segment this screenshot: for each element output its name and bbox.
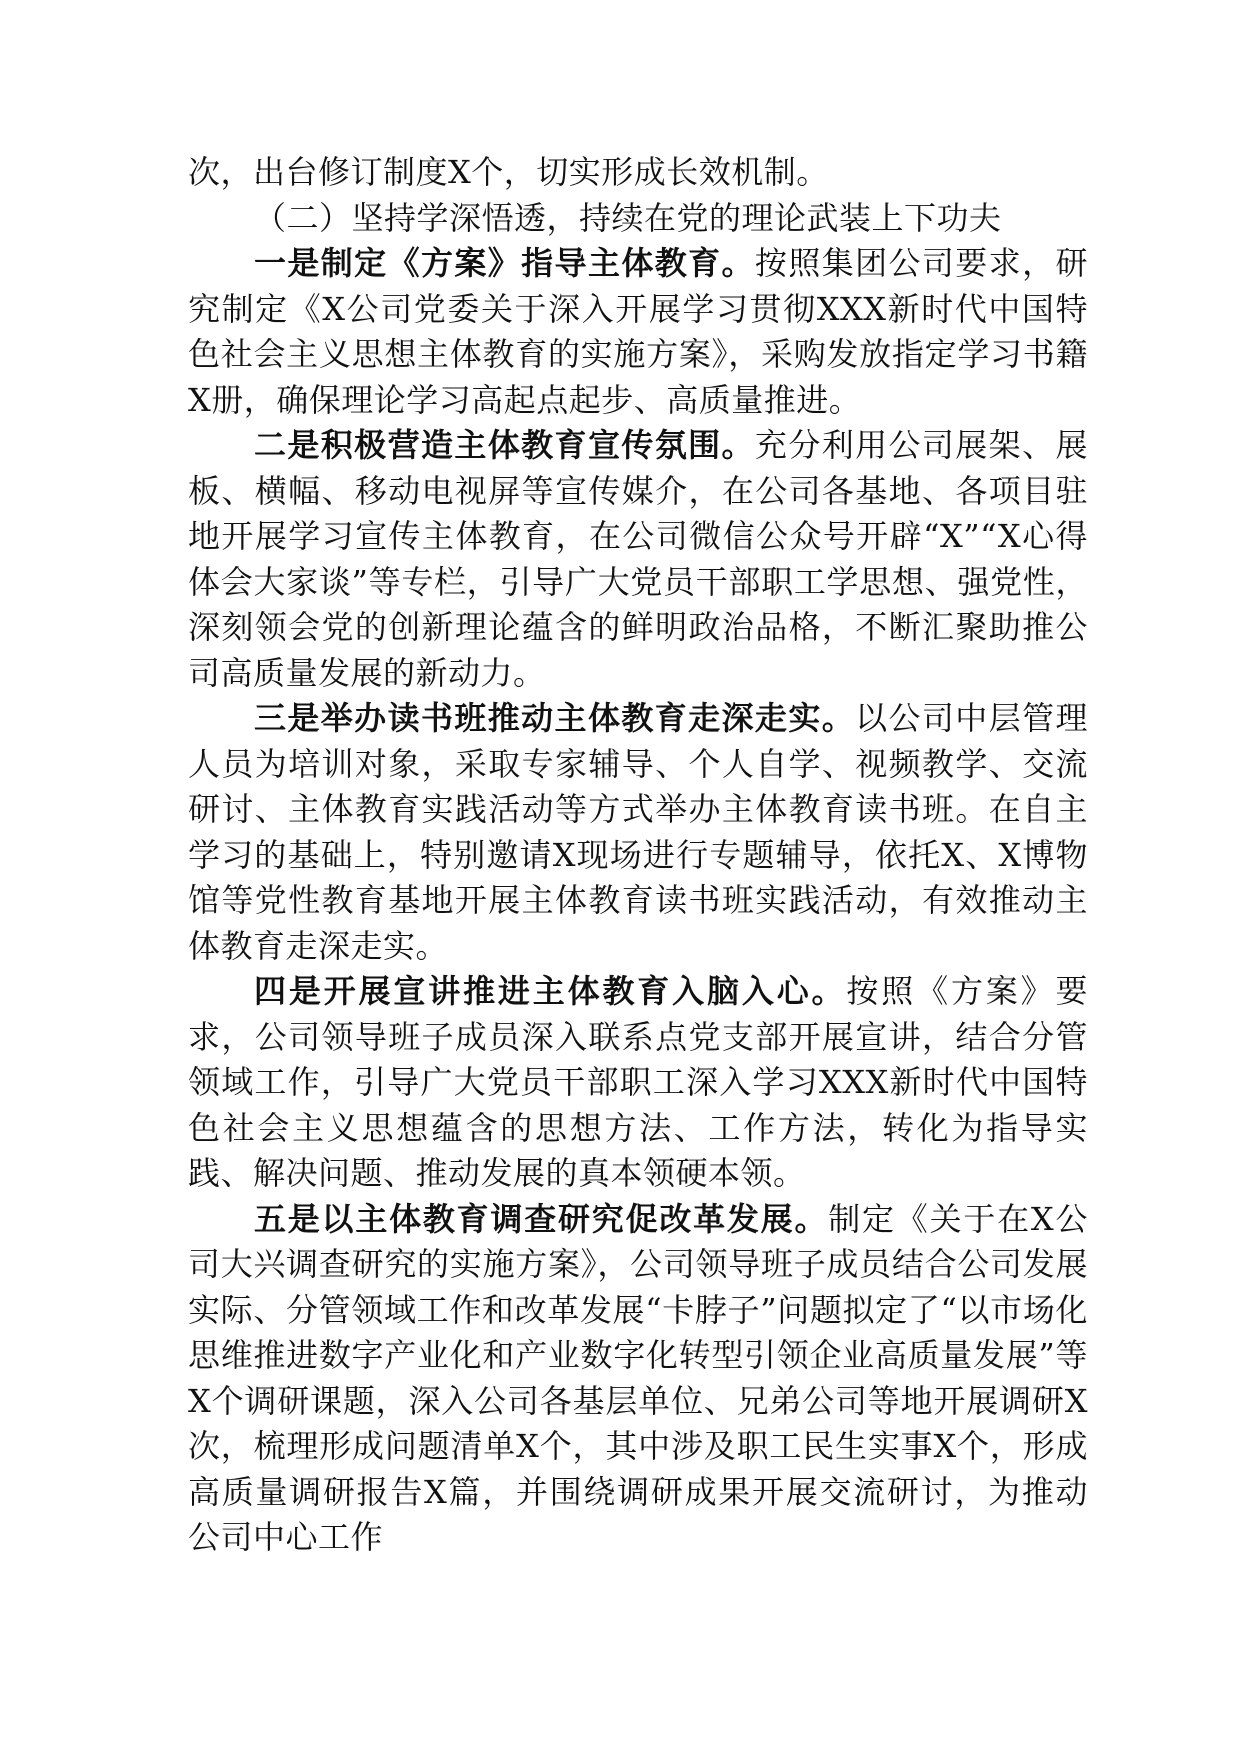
document-page — [188, 150, 1088, 1561]
paragraph-1-lead: 一是制定《方案》指导主体教育。 — [254, 244, 755, 282]
paragraph-2-body: 充分利用公司展架、展板、横幅、移动电视屏等宣传媒介，在公司各基地、各项目驻地开展学习宣传主体教育，在公司微信公众号开辟“X”“X心得体会大家谈”等专栏，引导广大党员干部职工学思想、强党性，深刻领会党的创新理论蕴含的鲜明政治品格，不断汇聚助推公司高质量发展的新动力。 — [188, 426, 1088, 692]
paragraph-2-lead: 二是积极营造主体教育宣传氛围。 — [254, 426, 755, 464]
paragraph-1 — [188, 241, 1088, 423]
paragraph-2 — [188, 423, 1088, 696]
paragraph-4-body: 按照《方案》要求，公司领导班子成员深入联系点党支部开展宣讲，结合分管领域工作，引导广大党员干部职工深入学习XXX新时代中国特色社会主义思想蕴含的思想方法、工作方法，转化为指导实践、解决问题、推动发展的真本领硬本领。 — [188, 972, 1088, 1192]
paragraph-5 — [188, 1197, 1088, 1561]
paragraph-4-lead: 四是开展宣讲推进主体教育入脑入心。 — [254, 972, 847, 1010]
paragraph-5-body: 制定《关于在X公司大兴调查研究的实施方案》，公司领导班子成员结合公司发展实际、分管领域工作和改革发展“卡脖子”问题拟定了“以市场化思维推进数字产业化和产业数字化转型引领企业高质量发展”等X个调研课题，深入公司各基层单位、兄弟公司等地开展调研X次，梳理形成问题清单X个，其中涉及职工民生实事X个，形成高质量调研报告X篇，并围绕调研成果开展交流研讨，为推动公司中心工作 — [188, 1199, 1088, 1556]
paragraph-4 — [188, 969, 1088, 1197]
paragraph-3-lead: 三是举办读书班推动主体教育走深走实。 — [254, 699, 856, 737]
continuation-text: 次，出台修订制度X个，切实形成长效机制。 — [188, 153, 829, 191]
paragraph-5-lead: 五是以主体教育调查研究促改革发展。 — [254, 1199, 829, 1238]
paragraph-3 — [188, 696, 1088, 969]
paragraph-3-body: 以公司中层管理人员为培训对象，采取专家辅导、个人自学、视频教学、交流研讨、主体教育实践活动等方式举办主体教育读书班。在自主学习的基础上，特别邀请X现场进行专题辅导，依托X、X博物馆等党性教育基地开展主体教育读书班实践活动，有效推动主体教育走深走实。 — [188, 699, 1088, 965]
paragraph-1-body: 按照集团公司要求，研究制定《X公司党委关于深入开展学习贯彻XXX新时代中国特色社会主义思想主体教育的实施方案》，采购发放指定学习书籍X册，确保理论学习高起点起步、高质量推进。 — [188, 244, 1088, 419]
section-heading: （二）坚持学深悟透，持续在党的理论武装上下功夫 — [254, 198, 1002, 237]
